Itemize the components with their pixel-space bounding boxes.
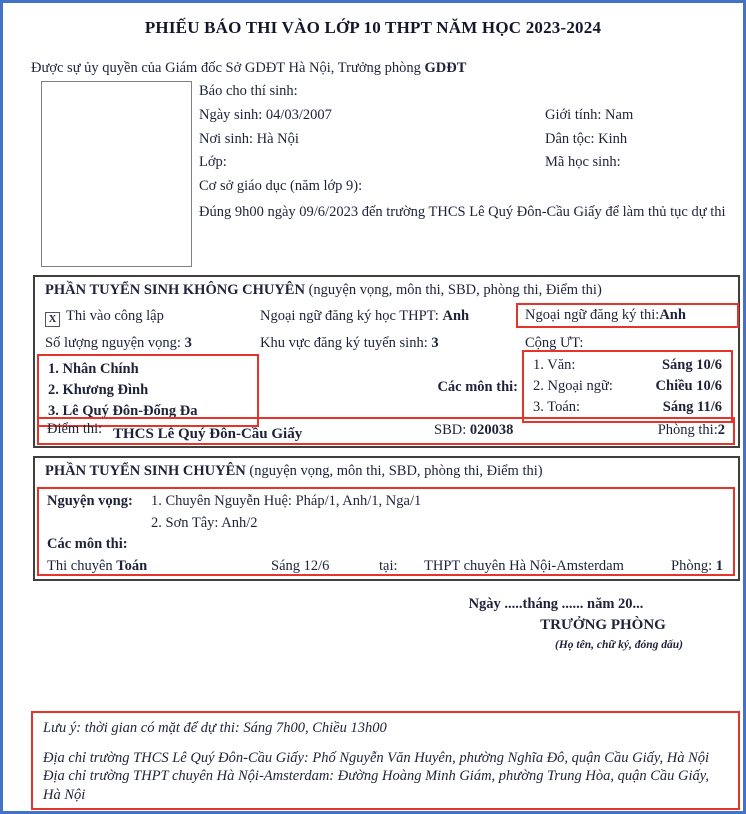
subjects-label: Các môn thi: — [437, 379, 518, 395]
signature-date-line: Ngày .....tháng ...... năm 20... — [468, 596, 644, 612]
footer-note-attendance: Lưu ý: thời gian có mặt để dự thi: Sáng 7h00, Chiều 13h00 — [43, 720, 387, 736]
exam-instruction: Đúng 9h00 ngày 09/6/2023 đến trường THCS Lê Quý Đôn-Cầu Giấy để làm thủ tục dự thi — [199, 204, 726, 220]
school-field: Cơ sở giáo dục (năm lớp 9): — [199, 178, 363, 194]
priority-points-field: Cộng ƯT: — [525, 335, 584, 351]
venue-value: THCS Lê Quý Đôn-Cầu Giấy — [113, 426, 303, 442]
specialized-aspiration-item: 1. Chuyên Nguyễn Huệ: Pháp/1, Anh/1, Nga/1 — [151, 493, 422, 509]
sbd-field: SBD: 020038 — [434, 422, 514, 438]
non-specialized-section — [33, 275, 740, 448]
signature-note: (Họ tên, chữ ký, đóng dấu) — [555, 639, 683, 651]
num-aspirations-field: Số lượng nguyện vọng: 3 — [45, 335, 192, 351]
foreign-lang-study-field: Ngoại ngữ đăng ký học THPT: Anh — [260, 308, 470, 324]
specialized-exam-time: Sáng 12/6 — [271, 558, 330, 574]
schedule-row: 3. Toán: Sáng 11/6 — [533, 399, 722, 415]
authorization-line: Được sự ủy quyền của Giám đốc Sở GDĐT Hà Nội, Trưởng phòng GDĐT — [31, 60, 467, 76]
specialized-exam-venue: THPT chuyên Hà Nội-Amsterdam — [424, 558, 624, 574]
aspiration-item: 1. Nhân Chính — [48, 361, 139, 377]
notify-label: Báo cho thí sinh: — [199, 83, 298, 99]
gender-field: Giới tính: Nam — [545, 107, 634, 123]
specialized-heading: PHẦN TUYỂN SINH CHUYÊN (nguyện vọng, môn thi, SBD, phòng thi, Điểm thi) — [45, 463, 543, 479]
foreign-lang-exam-highlight: Ngoại ngữ đăng ký thi:Anh — [516, 303, 739, 328]
footer-notes-highlight — [31, 711, 740, 810]
class-field: Lớp: — [199, 154, 227, 170]
specialized-section — [33, 456, 740, 581]
footer-note-address-thpt: Địa chỉ trường THPT chuyên Hà Nội-Amsterdam: Đường Hoàng Minh Giám, phường Trung Hòa, quận Cầu Giấy, Hà Nội — [43, 768, 710, 803]
specialized-aspiration-item: 2. Sơn Tây: Anh/2 — [151, 515, 258, 531]
room-field: Phòng thi:2 — [657, 422, 725, 438]
specialized-exam-subject: Thi chuyên Toán — [47, 558, 148, 574]
schedule-row: 1. Văn: Sáng 10/6 — [533, 357, 722, 373]
admission-zone-field: Khu vực đăng ký tuyển sinh: 3 — [260, 335, 439, 351]
ethnicity-field: Dân tộc: Kinh — [545, 131, 628, 147]
aspiration-item: 2. Khương Đình — [48, 382, 149, 398]
specialized-aspiration-label: Nguyện vọng: — [47, 493, 133, 509]
public-school-checkbox-row: X Thi vào công lập — [45, 308, 164, 327]
page-title: PHIẾU BÁO THI VÀO LỚP 10 THPT NĂM HỌC 2023-2024 — [144, 18, 602, 37]
footer-note-address-thcs: Địa chỉ trường THCS Lê Quý Đôn-Cầu Giấy: Phố Nguyễn Văn Huyên, phường Nghĩa Đô, quận Cầu Giấy, Hà Nội — [43, 749, 710, 766]
pob-field: Nơi sinh: Hà Nội — [199, 131, 299, 147]
specialized-room-field: Phòng: 1 — [671, 558, 723, 574]
venue-highlight — [37, 417, 735, 445]
aspiration-item: 3. Lê Quý Đôn-Đống Đa — [48, 403, 198, 419]
signature-title: TRƯỞNG PHÒNG — [540, 617, 666, 633]
venue-label: Điểm thi: — [47, 421, 103, 437]
at-label: tại: — [379, 558, 398, 574]
photo-placeholder-box — [41, 81, 192, 267]
specialized-highlight — [37, 487, 735, 576]
student-id-field: Mã học sinh: — [545, 154, 621, 170]
non-specialized-heading: PHẦN TUYỂN SINH KHÔNG CHUYÊN (nguyện vọng, môn thi, SBD, phòng thi, Điểm thi) — [45, 282, 602, 298]
checked-checkbox-icon: X — [45, 312, 60, 327]
specialized-subjects-label: Các môn thi: — [47, 536, 128, 552]
schedule-row: 2. Ngoại ngữ: Chiều 10/6 — [533, 378, 722, 394]
schedule-highlight — [522, 350, 733, 423]
dob-field: Ngày sinh: 04/03/2007 — [199, 107, 332, 123]
